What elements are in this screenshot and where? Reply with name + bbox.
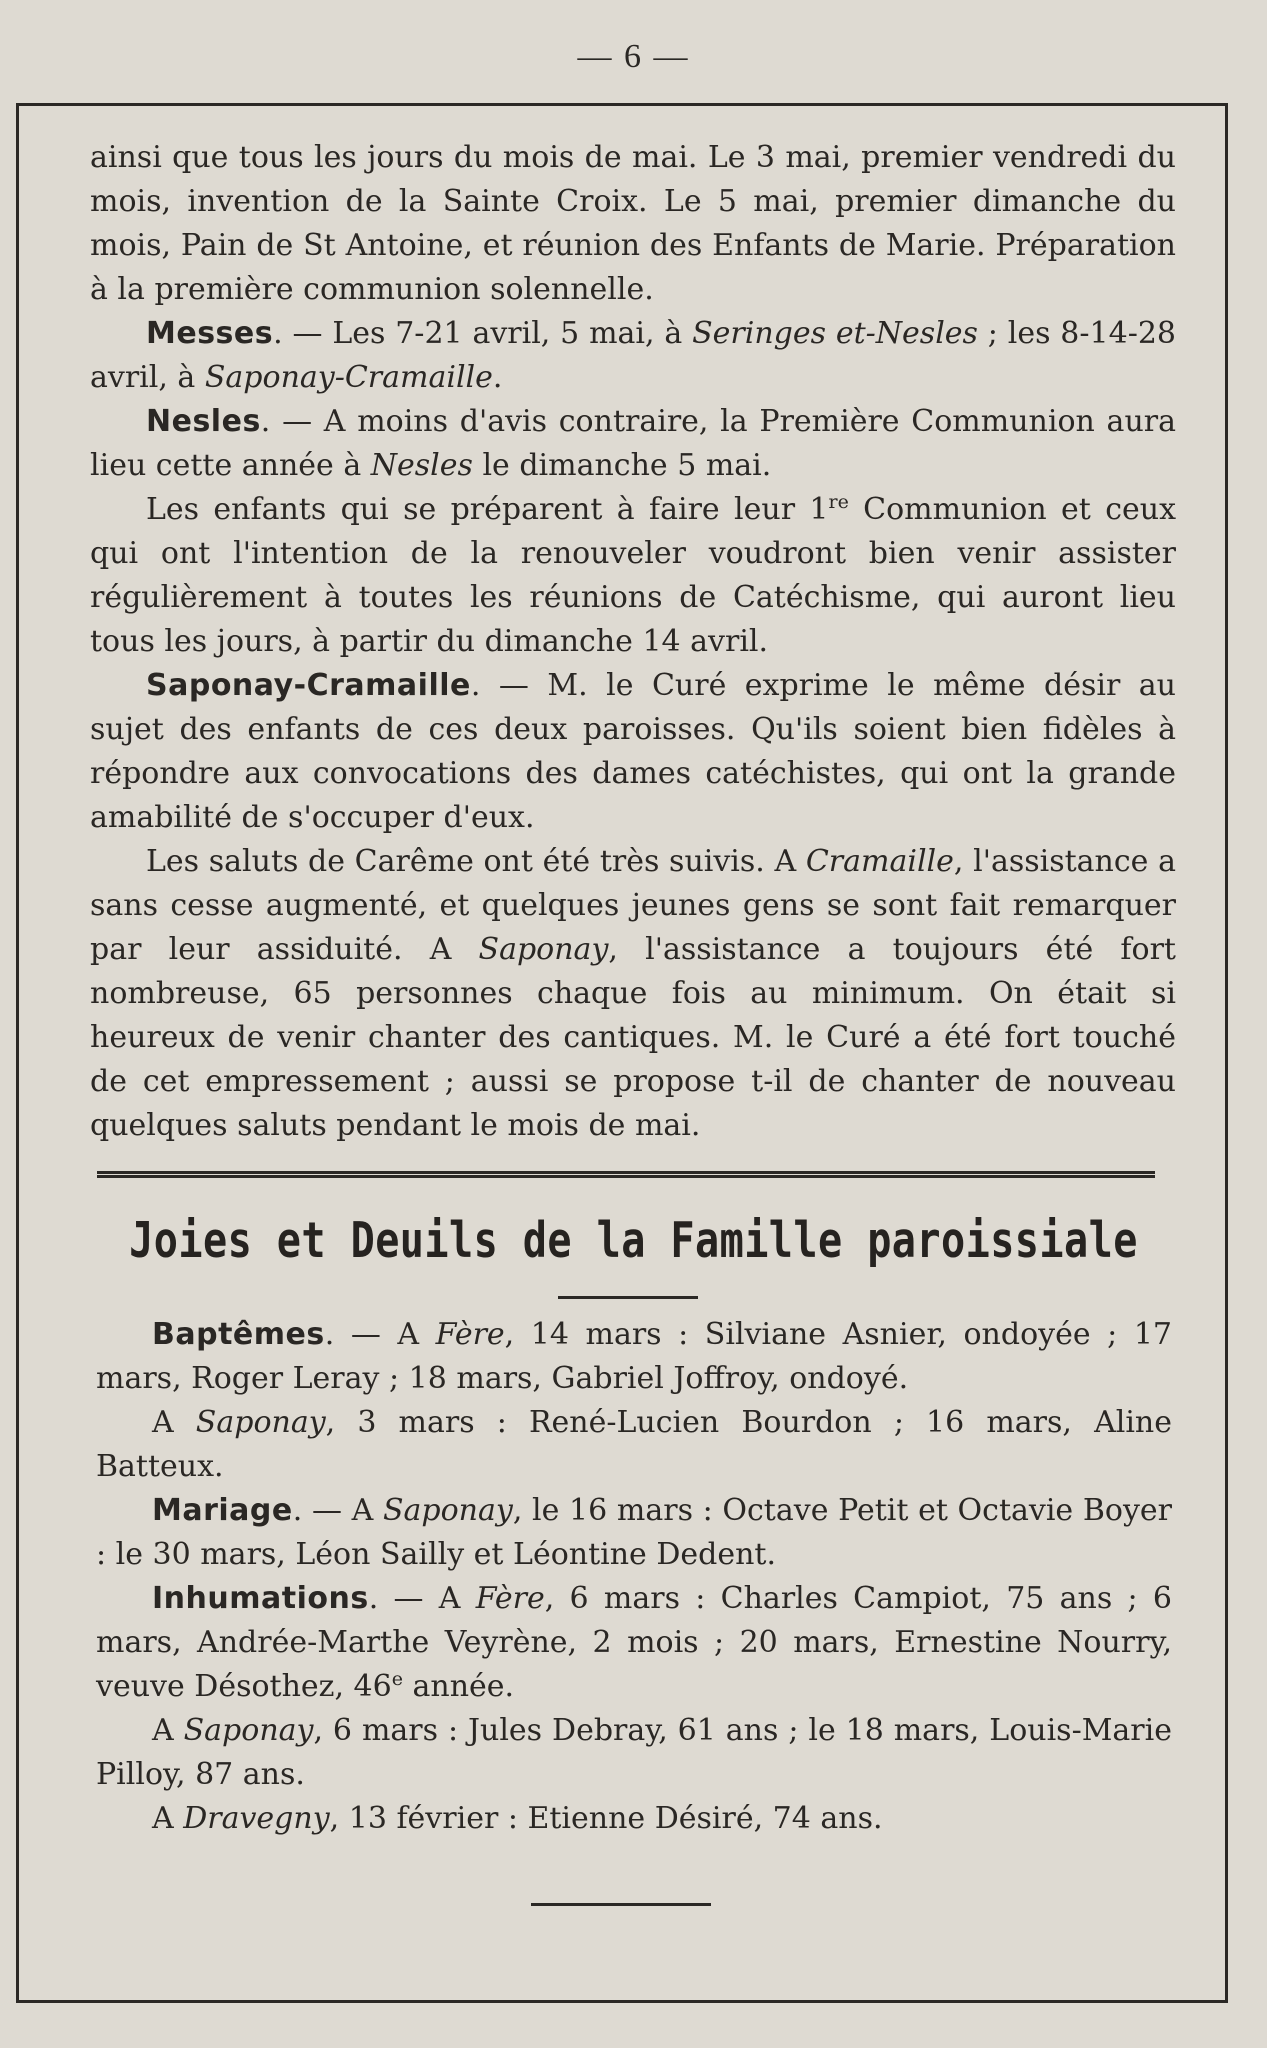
text: . [492, 360, 503, 395]
heading-baptemes: Baptêmes [152, 1317, 325, 1352]
text: A [152, 1713, 184, 1748]
heading-saponay-cramaille: Saponay-Cramaille [146, 668, 471, 703]
text: le dimanche 5 mai. [472, 448, 772, 483]
double-divider [97, 1171, 1155, 1178]
text: , 6 mars : Jules Debray, 61 ans ; le 18 mars, Louis-Marie Pilloy, 87 ans. [96, 1713, 1172, 1792]
paragraph-mariage [96, 1489, 1172, 1577]
text: ; les 8-14-28 avril, à [90, 316, 1176, 395]
heading-mariage: Mariage [152, 1493, 293, 1528]
text: . — A [292, 1493, 383, 1528]
place-name: Seringes et-Nesles [692, 316, 978, 351]
paragraph-inhumations-saponay [96, 1709, 1172, 1797]
text: , l'assistance a sans cesse augmenté, et quelques jeunes gens se sont fait remarquer par leur assiduité. A [90, 844, 1176, 967]
paragraph-mois-de-mai: ainsi que tous les jours du mois de mai. Le 3 mai, premier vendredi du mois, invention de la Sainte Croix. Le 5 mai, premier dimanche du mois, Pain de St Antoine, et réunion des Enfants de Marie. Préparation à la première communion solennelle. [90, 140, 1176, 307]
parish-news [90, 136, 1176, 1148]
paragraph-nesles [90, 400, 1176, 488]
text: . — Les 7-21 avril, 5 mai, à [273, 316, 693, 351]
heading-messes: Messes [146, 316, 274, 351]
superscript: re [828, 491, 849, 513]
place-name: Saponay [478, 932, 609, 967]
text: , le 16 mars : Octave Petit et Octavie Boyer : le 30 mars, Léon Sailly et Léontine Dedent. [96, 1493, 1173, 1572]
superscript: e [391, 1668, 403, 1690]
text: , 3 mars : René-Lucien Bourdon ; 16 mars, Aline Batteux. [96, 1405, 1172, 1484]
text: Les saluts de Carême ont été très suivis. A [146, 844, 806, 879]
paragraph-saluts-de-careme [90, 840, 1176, 1148]
text: Communion et ceux qui ont l'intention de la renouveler voudront bien venir assister régulièrement à toutes les réunions de Catéchisme, qui auront lieu tous les jours, à partir du dimanche 14 avril. [90, 492, 1176, 659]
text: . — A moins d'avis contraire, la Première Communion aura lieu cette année à [90, 404, 1176, 483]
place-name: Dravegny [183, 1801, 330, 1836]
text: A [152, 1405, 196, 1440]
paragraph-baptemes [96, 1313, 1172, 1401]
section-title: Joies et Deuils de la Famille paroissiale [129, 1212, 1138, 1269]
place-name: Saponay [382, 1493, 513, 1528]
text: , 6 mars : Charles Campiot, 75 ans ; 6 mars, Andrée-Marthe Veyrène, 2 mois ; 20 mars, Ernestine Nourry, veuve Désothez, 46 [96, 1581, 1172, 1704]
parish-register [96, 1313, 1172, 1841]
text: année. [402, 1669, 515, 1704]
text: . — A [324, 1317, 436, 1352]
text: . — M. le Curé exprime le même désir au sujet des enfants de ces deux paroisses. Qu'ils soient bien fidèles à répondre aux convocations des dames catéchistes, qui ont la grande amabilité de s'occuper d'eux. [90, 668, 1176, 835]
paragraph-inhumations [96, 1577, 1172, 1709]
text: A [152, 1801, 184, 1836]
place-name: Fère [475, 1581, 545, 1616]
title-underline [558, 1296, 698, 1299]
heading-nesles: Nesles [146, 404, 261, 439]
paragraph-inhumations-dravegny [96, 1797, 1172, 1841]
place-name: Saponay-Cramaille [204, 360, 493, 395]
place-name: Cramaille [805, 844, 954, 879]
paragraph-saponay-cramaille [90, 664, 1176, 840]
heading-inhumations: Inhumations [152, 1581, 369, 1616]
place-name: Saponay [195, 1405, 326, 1440]
place-name: Saponay [183, 1713, 314, 1748]
paragraph-baptemes-saponay [96, 1401, 1172, 1489]
text: , 14 mars : Silviane Asnier, ondoyée ; 17 mars, Roger Leray ; 18 mars, Gabriel Joffroy, ondoyé. [96, 1317, 1172, 1396]
page-number: — 6 — [577, 38, 690, 75]
closing-divider [531, 1903, 711, 1906]
text: , 13 février : Etienne Désiré, 74 ans. [329, 1801, 883, 1836]
text: , l'assistance a toujours été fort nombreuse, 65 personnes chaque fois au minimum. On était si heureux de venir chanter des cantiques. M. le Curé a été fort touché de cet empressement ; aussi se propose t-il de chanter de nouveau quelques saluts pendant le mois de mai. [90, 932, 1176, 1143]
place-name: Nesles [370, 448, 473, 483]
paragraph-messes [90, 312, 1176, 400]
text: . — A [368, 1581, 476, 1616]
paragraph-premiere-communion [90, 488, 1176, 664]
text: Les enfants qui se préparent à faire leur 1 [146, 492, 829, 527]
place-name: Fère [435, 1317, 505, 1352]
